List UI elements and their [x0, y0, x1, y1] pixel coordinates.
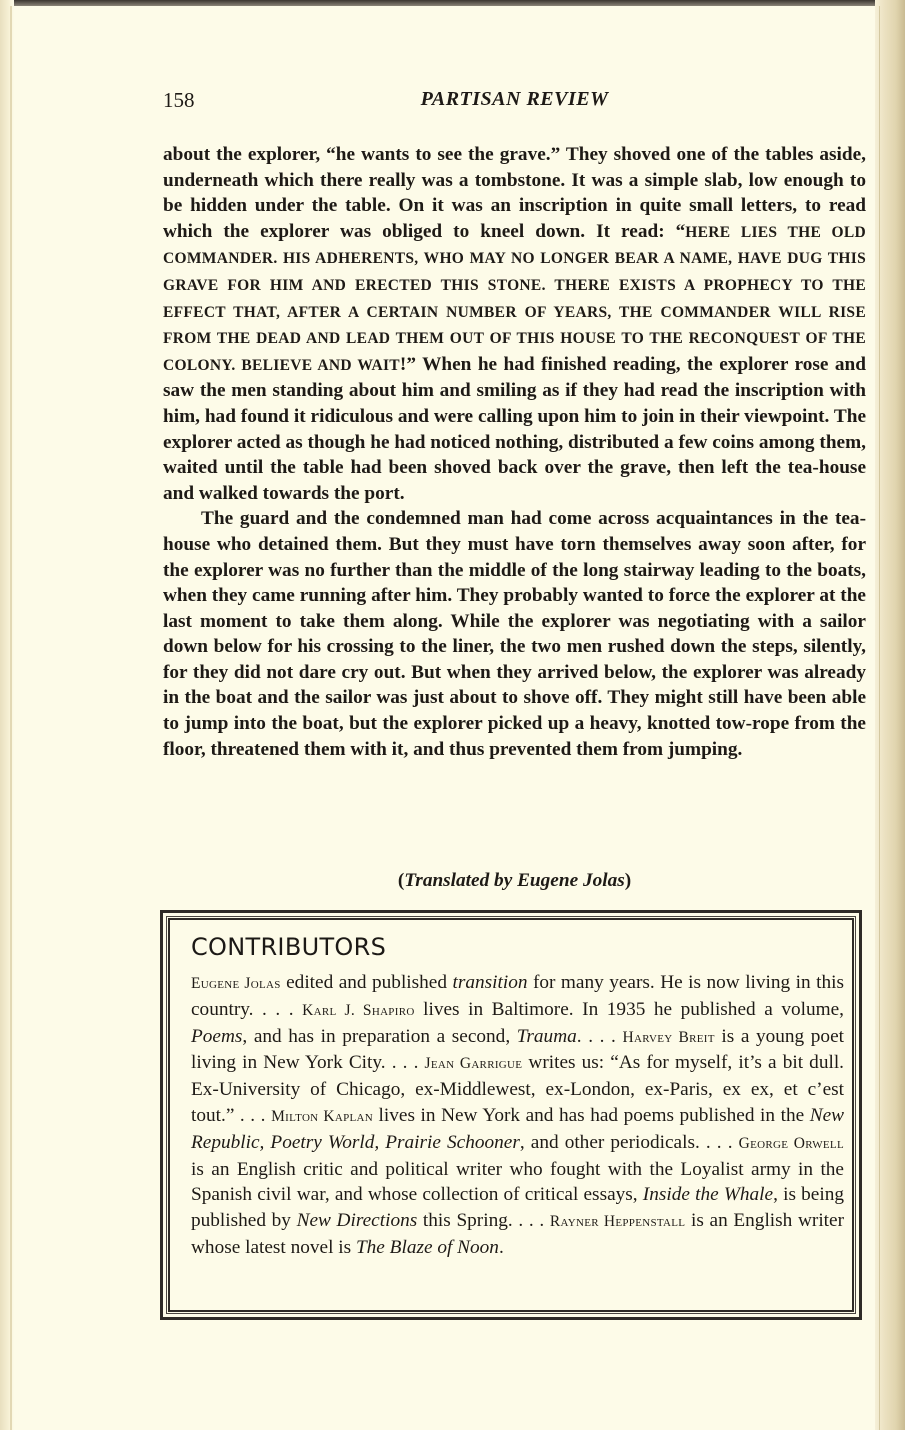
translator-credit: Translated by Eugene Jolas — [404, 870, 625, 891]
tombstone-inscription: HERE LIES THE OLD COMMANDER. HIS ADHERENTS, WHO MAY NO LONGER BEAR A NAME, HAVE DUG THIS GRAVE FOR HIM AND ERECTED THIS STONE. THERE EXISTS A PROPHECY TO THE EFFECT THAT, AFTER A CERTAIN NUMBER OF YEARS, THE COMMANDER WILL RISE FROM THE DEAD AND LEAD THEM OUT OF THIS HOUSE TO THE RECONQUEST OF THE COLONY. BELIEVE AND WAIT — [163, 223, 866, 374]
contributors-text — [191, 970, 844, 1261]
book-spine-shadow — [875, 0, 905, 1430]
paragraph-1-end: !” When he had finished reading, the explorer rose and saw the men standing about him and smiling as if they had read the inscription with him, had found it ridiculous and were calling upon him to join in their viewpoint. The explorer acted as though he had noticed nothing, distributed a few coins among them, waited until the table had been shoved back over the grave, then left the tea-house and walked towards the port. — [163, 353, 866, 504]
contributor-text-run: is a young poet living in New York City. . . . — [191, 1025, 844, 1074]
contributor-text-run: is an English writer whose latest novel is — [191, 1210, 845, 1258]
publication-title: Inside the Whale — [642, 1184, 774, 1206]
publication-title: Trauma — [516, 1025, 577, 1047]
contributor-text-run: is an English critic and political writer who fought with the Loyalist army in the Spanish civil war, and whose collection of critical essays, — [191, 1158, 844, 1206]
publication-title: New Directions — [296, 1210, 418, 1232]
page-number: 158 — [163, 88, 195, 112]
contributor-text-run: . . . . — [576, 1025, 623, 1047]
contributor-name: Harvey Breit — [622, 1028, 715, 1046]
contributor-text-run: , is being published by — [191, 1184, 844, 1232]
contributor-name: Jean Garrigue — [424, 1055, 523, 1073]
credit-open-paren: ( — [397, 870, 405, 891]
translation-credit — [163, 870, 866, 892]
publication-title: Poems — [191, 1025, 243, 1047]
contributor-name: George Orwell — [738, 1134, 844, 1152]
contributor-text-run: , and other periodicals. . . . — [519, 1131, 739, 1153]
page-left-edge — [0, 0, 14, 1430]
story-text — [163, 142, 866, 762]
contributor-name: Eugene Jolas — [191, 975, 281, 992]
contributor-text-run: for many years. He is now living in this country. . . . — [191, 972, 844, 1020]
paragraph-2: The guard and the condemned man had come across acquaintances in the tea-house who detained them. But they must have torn themselves away soon after, for the explorer was no further than the middle of the long stairway leading to the boats, when they came running after him. They probably wanted to force the explorer at the last moment to take them along. While the explorer was negotiating with a sailor down below for his crossing to the liner, the two men rushed down the steps, silently, for they did not dare cry out. But when they arrived below, the explorer was already in the boat and the sailor was just about to shove off. They might still have been able to jump into the boat, but the explorer picked up a heavy, knotted tow-rope from the floor, threatened them with it, and thus prevented them from jumping. — [163, 508, 866, 760]
contributor-text-run: lives in New York and has had poems published in the — [373, 1104, 810, 1126]
contributors-box — [160, 910, 862, 1320]
contributor-name: Milton Kaplan — [271, 1107, 373, 1125]
contributor-text-run: , and has in preparation a second, — [242, 1025, 517, 1047]
publication-title: transition — [452, 972, 528, 993]
contributor-text-run: this Spring. . . . — [417, 1210, 550, 1232]
contributor-text-run: . — [498, 1236, 504, 1258]
page-header — [163, 88, 866, 118]
page-top-edge — [0, 0, 905, 6]
credit-close-paren: ) — [624, 870, 632, 891]
contributors-heading: CONTRIBUTORS — [191, 933, 387, 961]
paragraph-1-start: about the explorer, “he wants to see the grave.” They shoved one of the tables aside, underneath which there really was a tombstone. It was a simple slab, low enough to be hidden under the table. On it was an inscription in quite small letters, to read which the explorer was obliged to kneel down. It read: “ — [163, 144, 866, 242]
contributor-text-run: edited and published — [280, 972, 453, 993]
contributor-name: Karl J. Shapiro — [302, 1001, 415, 1019]
contributor-text-run: writes us: “As for myself, it’s a bit dull. Ex-University of Chicago, ex-Middlewest, ex-London, ex-Paris, ex ex, et c’est tout.” . . . — [191, 1052, 845, 1126]
contributor-name: Rayner Heppenstall — [549, 1213, 686, 1231]
contributor-text-run: lives in Baltimore. In 1935 he published a volume, — [414, 998, 844, 1020]
publication-title: The Blaze of Noon — [355, 1236, 499, 1258]
running-title: PARTISAN REVIEW — [420, 88, 609, 110]
paragraph-1 — [163, 142, 866, 506]
publication-title: New Republic, Poetry World, Prairie Schooner — [191, 1104, 844, 1153]
